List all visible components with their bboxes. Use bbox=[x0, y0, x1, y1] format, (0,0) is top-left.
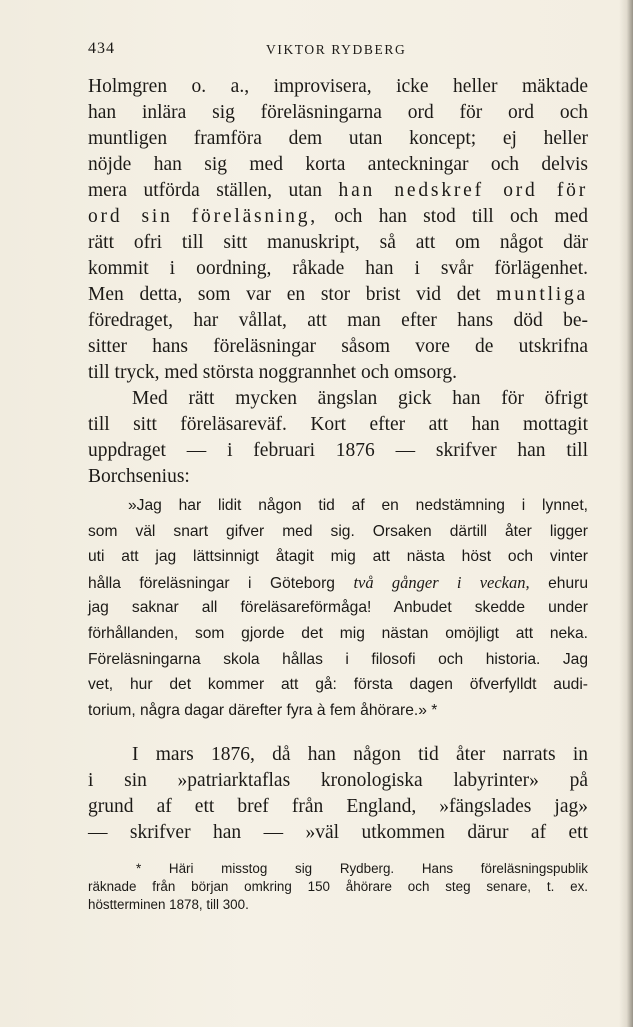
text-line: uppdraget — i februari 1876 — skrifver han till bbox=[88, 440, 588, 461]
page-edge-shadow bbox=[619, 0, 633, 1027]
text-segment: mera utförda ställen, utan bbox=[88, 180, 323, 201]
continuation-text-block bbox=[88, 742, 588, 846]
text-line: sitter hans föreläsningar såsom vore de utskrifna bbox=[88, 336, 588, 357]
emphasized-text: han nedskref ord för bbox=[338, 180, 588, 201]
emphasized-text: ord sin föreläsning, bbox=[88, 206, 318, 227]
page-header bbox=[88, 40, 588, 60]
text-segment: och han stod till och med bbox=[334, 206, 588, 227]
quote-line bbox=[88, 570, 588, 596]
text-line: han inlära sig föreläsningarna ord för ord och bbox=[88, 102, 588, 123]
footnote bbox=[88, 860, 588, 914]
quote-line: jag saknar all föreläsareförmåga! Anbudet skedde under bbox=[88, 599, 588, 617]
text-line bbox=[88, 282, 588, 308]
main-text-block bbox=[88, 74, 588, 490]
text-segment: hålla föreläsningar i Göteborg bbox=[88, 574, 335, 592]
text-line: till tryck, med största noggrannhet och omsorg. bbox=[88, 362, 457, 383]
text-line: I mars 1876, då han någon tid åter narrats in bbox=[132, 744, 588, 765]
text-line: nöjde han sig med korta anteckningar och delvis bbox=[88, 154, 588, 175]
emphasized-text: muntliga bbox=[496, 284, 589, 305]
text-line bbox=[88, 178, 588, 204]
text-line: Borchsenius: bbox=[88, 466, 190, 487]
footnote-line: räknade från början omkring 150 åhörare och steg senare, t. ex. bbox=[88, 879, 588, 894]
text-line: kommit i oordning, råkade han i svår förlägenhet. bbox=[88, 258, 588, 279]
quote-line: förhållanden, som gjorde det mig nästan omöjligt att neka. bbox=[88, 624, 588, 642]
text-segment: ehuru bbox=[548, 574, 588, 592]
text-line bbox=[88, 204, 588, 230]
text-line: muntligen framföra dem utan koncept; ej heller bbox=[88, 128, 588, 149]
quote-line: torium, några dagar därefter fyra à fem åhörare.» * bbox=[88, 701, 438, 719]
text-line: Holmgren o. a., improvisera, icke heller mäktade bbox=[88, 76, 588, 97]
quote-line: Föreläsningarna skola hållas i filosofi och historia. Jag bbox=[88, 650, 588, 668]
text-line: till sitt föreläsareväf. Kort efter att han mottagit bbox=[88, 414, 588, 435]
quote-line: som väl snart gifver med sig. Orsaken därtill åter ligger bbox=[88, 522, 588, 540]
letter-quote bbox=[88, 493, 588, 723]
text-segment: Men detta, som var en stor brist vid det bbox=[88, 284, 481, 305]
text-line: — skrifver han — »väl utkommen därur af ett bbox=[88, 822, 588, 843]
quote-line: uti att jag lättsinnigt åtagit mig att nästa höst och vinter bbox=[88, 548, 588, 566]
running-head: VIKTOR RYDBERG bbox=[266, 42, 407, 57]
text-line: grund af ett bref från England, »fängslades jag» bbox=[88, 796, 588, 817]
quote-line: vet, hur det kommer att gå: första dagen öfverfylldt audi- bbox=[88, 676, 588, 694]
footnote-line: höstterminen 1878, till 300. bbox=[88, 897, 249, 912]
text-line: Med rätt mycken ängslan gick han för öfrigt bbox=[132, 388, 588, 409]
footnote-line: * Häri misstog sig Rydberg. Hans föreläsningspublik bbox=[136, 861, 588, 876]
quote-line: »Jag har lidit någon tid af en nedstämning i lynnet, bbox=[128, 497, 588, 514]
italic-text: två gånger i veckan, bbox=[353, 572, 530, 592]
text-line: rätt ofri till sitt manuskript, så att om något där bbox=[88, 232, 588, 253]
text-line: i sin »patriarktaflas kronologiska labyrinter» på bbox=[88, 770, 588, 791]
page-number: 434 bbox=[88, 40, 115, 57]
text-line: föredraget, har vållat, att man efter hans död be- bbox=[88, 310, 588, 331]
